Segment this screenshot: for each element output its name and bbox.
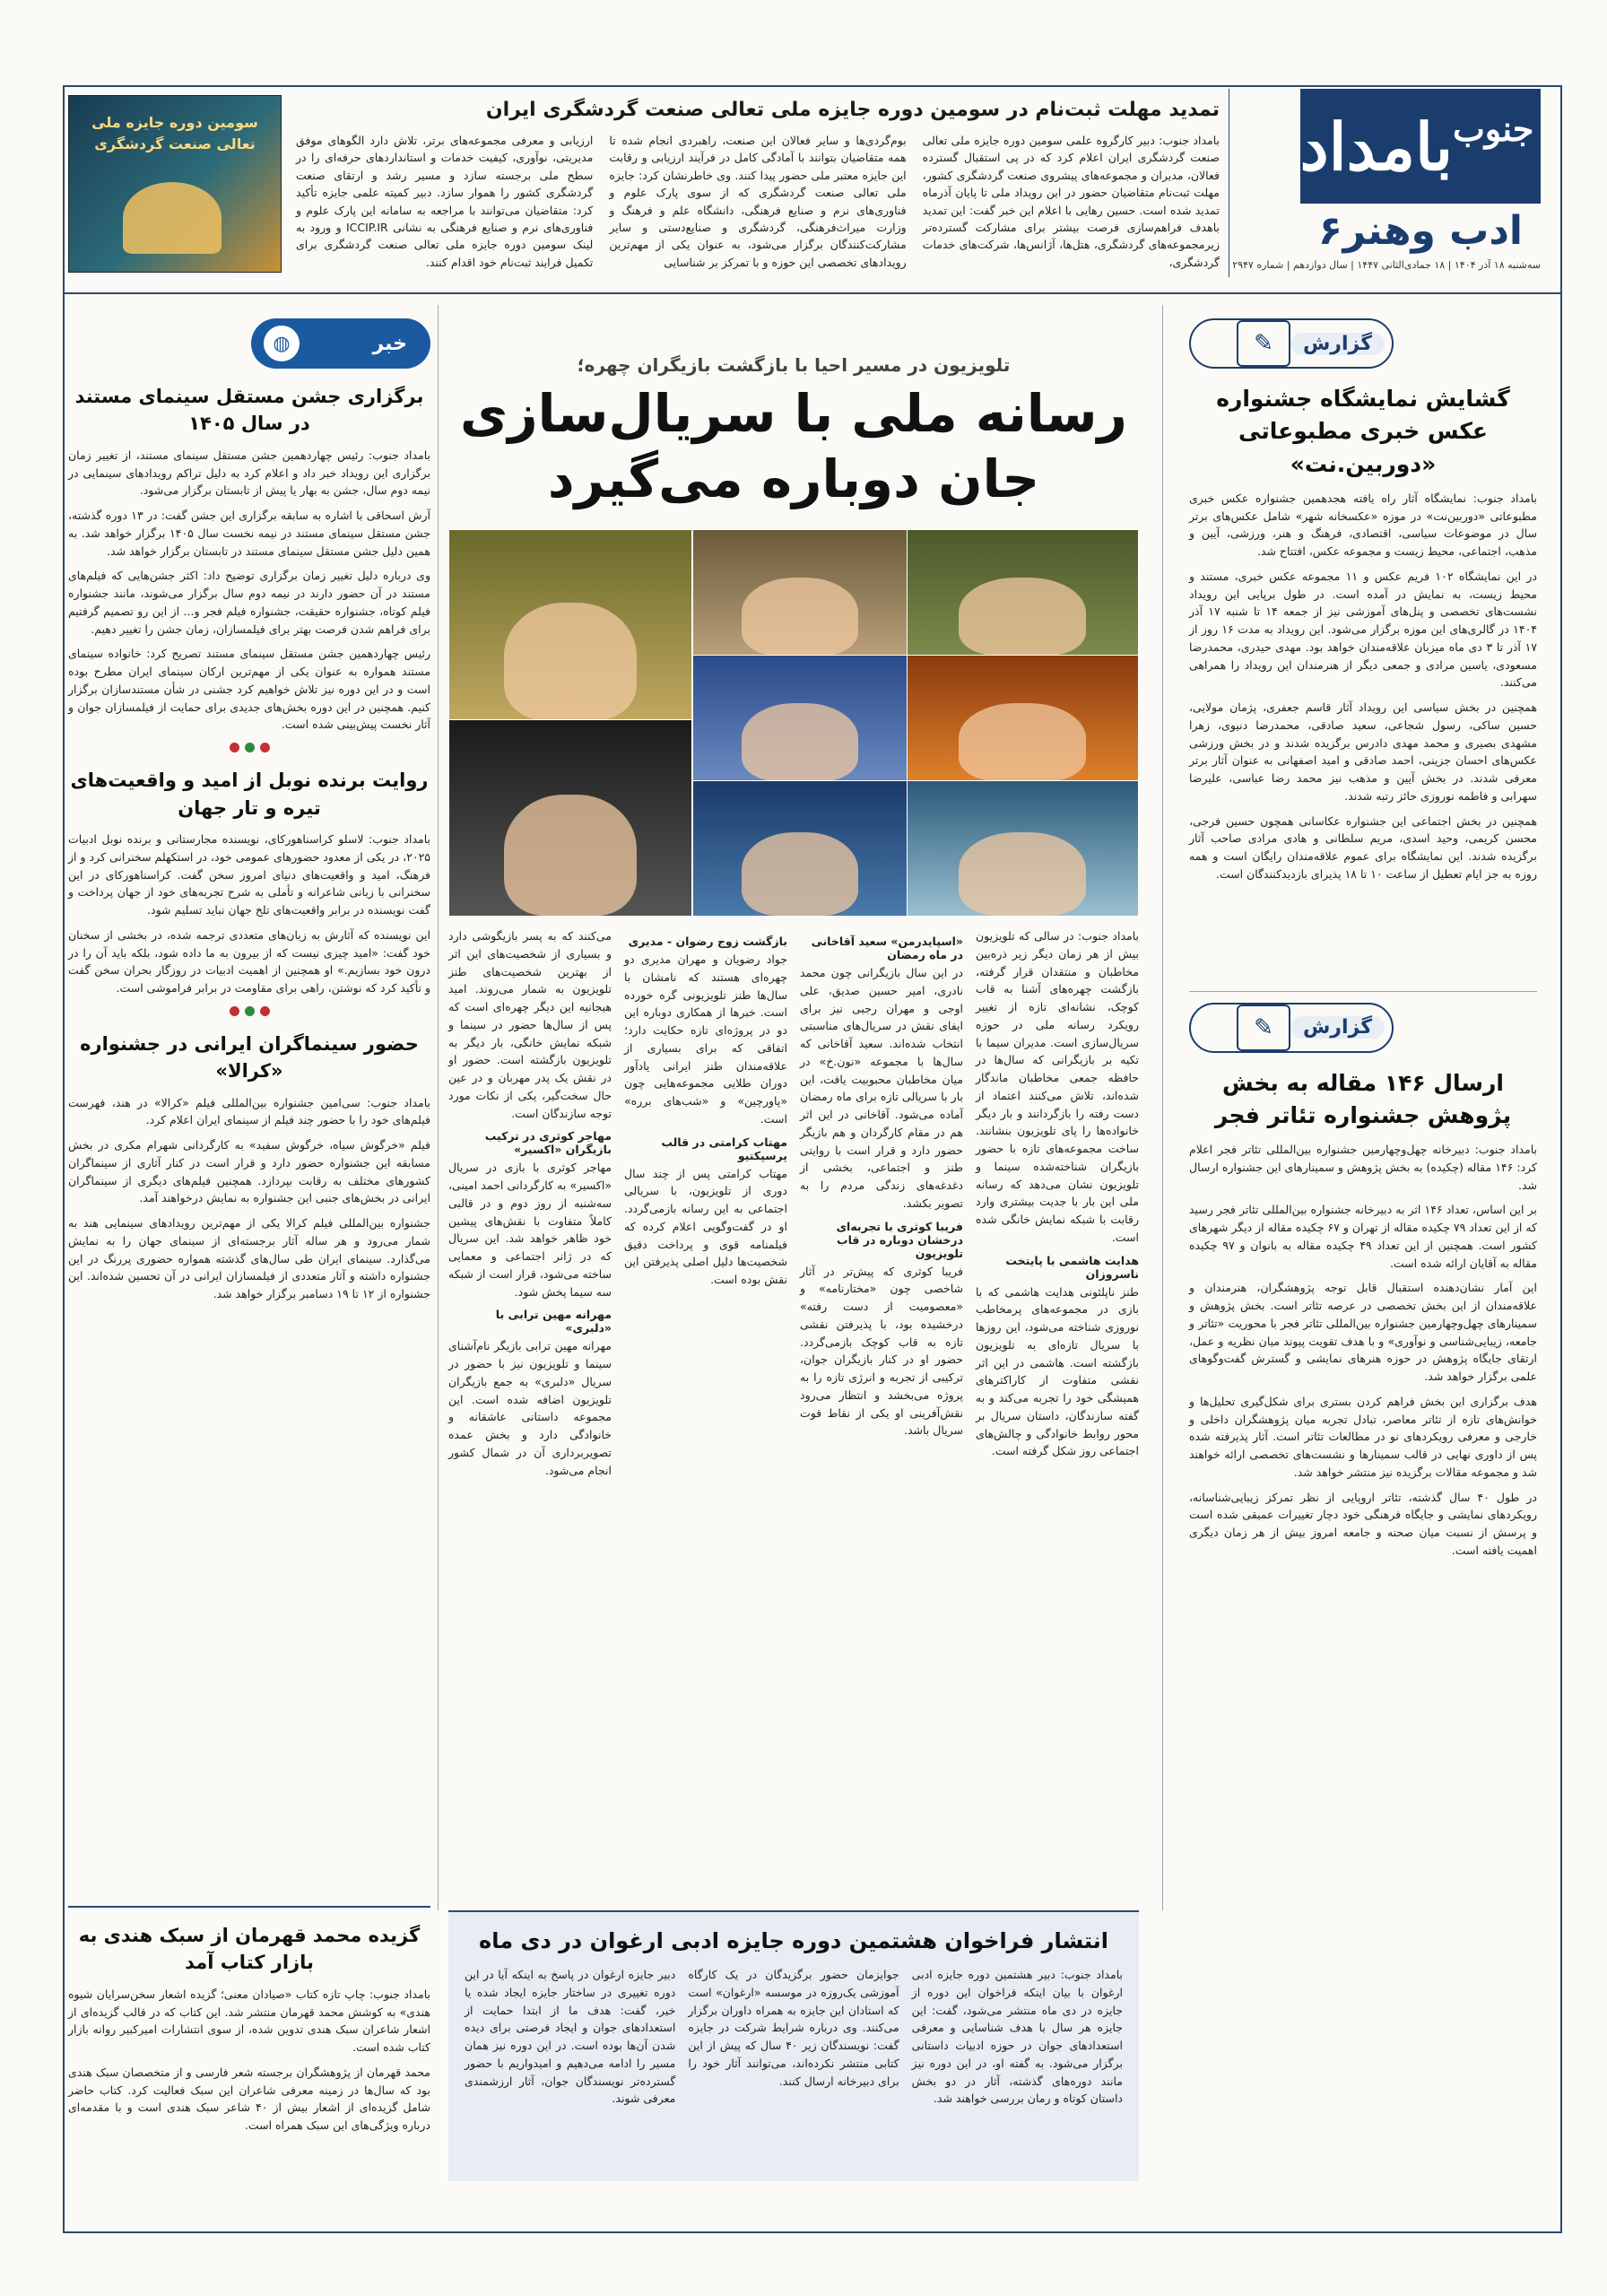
- documentary-fest-p4: رئیس چهاردهمین جشن مستقل سینمای مستند تصریح کرد: خانواده سینمای مستند همواره به عنوان یکی از مهم‌ترین ارکان سینمای ایران مطرح بوده است و در این دوره نیز تلاش خواهیم کرد جشنی در شأن مستندسازان برگزار کنیم. همچنین در این دوره بخش‌های جدیدی برای حمایت از فیلمسازان جوان و آثار نخست پیش‌بینی شده است.: [68, 647, 430, 732]
- theater-research-p1: بامداد جنوب: دبیرخانه چهل‌وچهارمین جشنواره بین‌المللی تئاتر فجر اعلام کرد: ۱۴۶ مقاله (چکیده) به بخش پژوهش و سمینارهای این جشنواره ارسال شد.: [1189, 1143, 1537, 1192]
- photo-exhibition-p2: در این نمایشگاه ۱۰۲ فریم عکس و ۱۱ مجموعه عکس خبری، مستند و محیط زیست، به نمایش در آمده است. در طول برپایی این رویداد نشست‌های تخصصی و پنل‌های آموزشی نیز از جمعه ۱۴ تا شنبه ۱۷ آذر ۱۴۰۴ در گالری‌های این موزه برگزار می‌شود. این رویداد به مدت ۱۶ روز از ۱۷ آذر تا ۳ دی ماه میزبان علاقه‌مندان خواهد بود. مهدی حیدری، محمدرضا مسعودی، یاسین مرادی و جمعی دیگر از هنرمندان این رویداد را همراهی می‌کنند.: [1189, 569, 1538, 690]
- news-badge: [251, 318, 430, 369]
- documentary-fest-p2: آرش اسحاقی با اشاره به سابقه برگزاری این جشن گفت: در ۱۳ دوره گذشته، جشن مستقل سینمای مستند در نیمه نخست سال ۱۴۰۵ برگزار خواهد شد. به همین دلیل جشن مستقل سینمای مستند در تابستان برگزار خواهد شد.: [68, 509, 430, 558]
- lead-col-3-more: مهتاب کرامتی پس از چند سال دوری از تلویزیون، با سریالی اجتماعی به این رسانه بازمی‌گردد. او در گفت‌وگویی اعلام کرده که فیلمنامه قوی و پرداخت دقیق شخصیت‌ها دلیل اصلی پذیرفتن این نقش بوده است.: [624, 1166, 787, 1286]
- report-badge-2: [1189, 1003, 1394, 1053]
- lead-col-1-text: بامداد جنوب: در سالی که تلویزیون بیش از هر زمان دیگر زیر ذره‌بین مخاطبان و منتقدان قرار گرفته، بازگشت چهره‌های آشنا به قاب کوچک، نشانه‌ای تازه از تغییر رویکرد رسانه ملی در حوزه سریال‌سازی است. مدیران سیما با تکیه بر بازیگرانی که سال‌ها در حافظه جمعی مخاطبان ماندگار شده‌اند، تلاش می‌کنند اعتماد از دست رفته را بازگردانند و بار دیگر خانواده‌ها را پای تلویزیون بنشانند. ساخت مجموعه‌های تازه با حضور بازیگران شناخته‌شده سینما و تلویزیون نشان می‌دهد که رسانه ملی این بار با جدیت بیشتری وارد رقابت با شبکه نمایش خانگی شده است.: [976, 929, 1139, 1244]
- literary-award-body: [448, 1966, 1139, 2115]
- lead-subhead: بازگشت زوج رضوان - مدیری: [628, 935, 787, 948]
- report-badge: [1189, 318, 1394, 369]
- nobel-laureate-p2: این نویسنده که آثارش به زبان‌های متعددی ترجمه شده، در بخشی از سخنان خود گفت: «امید چیزی نیست که از بیرون به ما داده شود، بلکه باید آن را در درون خود بسازیم.» او همچنین از اهمیت ادبیات در روزگار بحران سخن گفت و تأکید کرد که نوشتن، راهی برای مقاومت در برابر فراموشی است.: [68, 927, 430, 995]
- photo-exhibition-p3: همچنین در بخش سیاسی این رویداد آثار قاسم جعفری، پژمان مولایی، حسین ساکی، رسول شجاعی، سعید صادقی، محمدرضا دنیوی، زهرا مشهدی بصیری و محمد مهدی دادرس برگزیده شدند و در بخش ورزشی عکس‌های احسان جزینی، احمد صادقی و امید اصفهانی به عنوان آثار برتر معرفی شدند. در بخش آیین و مذهب نیز محمد رضا عباسی، علیرضا سهرابی و فاطمه نوروزی حائز رتبه شدند.: [1189, 700, 1537, 803]
- kerala-festival-p1: بامداد جنوب: سی‌امین جشنواره بین‌المللی فیلم «کرالا» در هند، فهرست فیلم‌های خود را با حضور چند فیلم از سینمای ایران اعلام کرد.: [68, 1095, 430, 1127]
- lead-headline-line-1[interactable]: رسانه ملی با سریال‌سازی: [460, 383, 1127, 444]
- lead-subhead: مهاجر کوثری در ترکیب بازیگران «اکسیر»: [484, 1129, 612, 1157]
- report-badge-label: گزارش: [1290, 333, 1385, 355]
- poetry-book-headline[interactable]: گزیده محمد قهرمان از سبک هندی به بازار کتاب آمد: [78, 1925, 421, 1974]
- lead-col-4-more: مهاجر کوثری با بازی در سریال «اکسیر» به کارگردانی احمد امینی، سه‌شنبه از روز دوم و در قالبی کاملاً متفاوت با نقش‌های پیشین خود ظاهر خواهد شد. این سریال که در ژانر اجتماعی و معمایی ساخته می‌شود، قرار است از شبکه سه سیما پخش شود.: [448, 1161, 612, 1299]
- notepad-pen-icon: ✎: [1237, 1004, 1290, 1051]
- lead-subhead: فریبا کوثری با تجربه‌ای درخشان دوباره در قاب تلویزیون: [836, 1219, 963, 1260]
- poetry-book-p2: محمد قهرمان از پژوهشگران برجسته شعر فارسی و از متخصصان سبک هندی بود که سال‌ها در زمینه معرفی شاعران این سبک فعالیت کرد. کتاب حاضر شامل گزیده‌ای از اشعار بیش از ۴۰ شاعر سبک هندی است و با مقدمه‌ای درباره ویژگی‌های این سبک همراه است.: [68, 2065, 431, 2133]
- newspaper-logo[interactable]: [1300, 89, 1541, 204]
- logo-text: بامداد: [1299, 108, 1454, 185]
- actor-photo: [906, 780, 1139, 917]
- report-badge-label-2: گزارش: [1290, 1016, 1385, 1039]
- column-divider-right: [1162, 305, 1163, 1910]
- actors-photo-collage: [448, 529, 1139, 915]
- kerala-festival-p2: فیلم «خرگوش سیاه، خرگوش سفید» به کارگردانی شهرام مکری در بخش مسابقه این جشنواره حضور دارد و قرار است در کنار آثاری از سینماگران کشورهای مختلف به رقابت بپردازد. همچنین فیلم‌های دیگری از سینماگران ایرانی در بخش‌های جنبی این جشنواره به نمایش درخواهند آمد.: [68, 1138, 430, 1205]
- literary-award-col-1: بامداد جنوب: دبیر هشتمین دوره جایزه ادبی ارغوان با بیان اینکه فراخوان این دوره از جایزه در دی ماه منتشر می‌شود، گفت: این جایزه هر سال با هدف شناسایی و معرفی استعدادهای جوان در حوزه ادبیات داستانی برگزار می‌شود. به گفته او، در این دوره نیز مانند دوره‌های گذشته، آثار در دو بخش داستان کوتاه و رمان بررسی خواهند شد.: [911, 1968, 1123, 2106]
- notepad-pen-icon: ✎: [1237, 320, 1290, 367]
- dateline: سه‌شنبه ۱۸ آذر ۱۴۰۴ | ۱۸ جمادی‌الثانی ۱۴۴۷ | سال دوازدهم | شماره ۲۹۴۷: [1232, 259, 1541, 271]
- poster-title: سومین دوره جایزه ملی تعالی صنعت گردشگری: [91, 114, 258, 152]
- kerala-festival-p3: جشنواره بین‌المللی فیلم کرالا یکی از مهم‌ترین رویدادهای سینمایی هند به شمار می‌رود و هر ساله آثار برجسته‌ای از سینمای جهان را به نمایش می‌گذارد. سینمای ایران طی سال‌های گذشته همواره حضوری پررنگ در این جشنواره داشته و آثار متعددی از فیلمسازان ایرانی در آن تحسین شده‌اند. این جشنواره از ۱۲ تا ۱۹ دسامبر برگزار خواهد شد.: [68, 1216, 430, 1301]
- theater-research-p5: در طول ۴۰ سال گذشته، تئاتر اروپایی از نظر تمرکز زیبایی‌شناسانه، رویکردهای نمایشی و جایگاه فرهنگی خود دچار تغییرات عمیقی شده است و پرسش از نسبت میان صحنه و جامعه امروز بیش از هر زمان دیگری اهمیت یافته است.: [1189, 1490, 1537, 1557]
- actor-photo: [448, 719, 692, 917]
- lead-col-1: [976, 927, 1139, 1486]
- top-story-col-3: ارزیابی و معرفی مجموعه‌های برتر، تلاش دارد الگوهای موفق مدیریتی، نوآوری، کیفیت خدمات و استانداردهای حرفه‌ای را در سطح ملی برجسته سازد و مسیر رشد و ارتقای صنعت گردشگری کشور را هموار سازد. دبیر کمیته علمی جایزه تأکید کرد: متقاضیان می‌توانند با مراجعه به سامانه این پارک علوم و فناوری‌های نرم و صنایع فرهنگی به نشانی ICCIP.IR و ورود به لینک سومین دوره جایزه ملی تعالی صنعت گردشگری برای تکمیل فرایند ثبت‌نام خود اقدام کنند.: [296, 134, 594, 269]
- lead-subhead: «اسپایدرمن» سعید آقاخانی در ماه رمضان: [811, 935, 963, 961]
- lead-col-2-text: در این سال بازیگرانی چون محمد نادری، امیر حسین صدیق، علی اوجی و مهران رجبی نیز برای ایفای نقش در سریال‌های مناسبتی انتخاب شده‌اند. سعید آقاخانی که سال‌ها با مجموعه «نون.خ» در میان مخاطبان محبوبیت یافت، این بار با سریالی تازه برای ماه رمضان آماده می‌شود. آقاخانی در این اثر هم در مقام کارگردان و هم بازیگر حضور دارد و قرار است با روایتی طنز و اجتماعی، بخشی از دغدغه‌های زندگی مردم را به تصویر بکشد.: [800, 966, 963, 1210]
- lead-col-3: [624, 927, 787, 1486]
- lead-kicker: تلویزیون در مسیر احیا با بازگشت بازیگران چهره؛: [577, 354, 1011, 376]
- theater-research-p4: هدف برگزاری این بخش فراهم کردن بستری برای شکل‌گیری تحلیل‌ها و خوانش‌های تازه از تئاتر معاصر، تبادل تجربه میان پژوهشگران داخلی و خارجی و معرفی رویکردهای نو در مطالعات تئاتر است. آثار پذیرفته شده پس از داوری نهایی در قالب سمینارها و نشست‌های تخصصی ارائه خواهند شد و مجموعه مقالات برگزیده نیز منتشر خواهد شد.: [1189, 1394, 1537, 1479]
- actor-photo: [906, 655, 1139, 782]
- left-column: [68, 318, 430, 1310]
- separator-dots: [68, 1006, 430, 1016]
- photo-exhibition-p1: بامداد جنوب: نمایشگاه آثار راه یافته هجدهمین جشنواره عکس خبری مطبوعاتی «دوربین‌نت» در موزه «عکسخانه شهر» شامل عکس‌های برتر سال در موضوعات سیاسی، اقتصادی، فرهنگ و هنر، ورزشی، آیین و مذهب، اجتماعی، محیط زیست و مجموعه عکس، افتتاح شد.: [1189, 491, 1537, 558]
- poetry-book-story: [68, 1915, 430, 2142]
- literary-award-col-3: دبیر جایزه ارغوان در پاسخ به اینکه آیا در این دوره تغییری در ساختار جایزه ایجاد شده یا خیر، گفت: هدف ما از ابتدا حمایت از استعدادهای جوان و ایجاد فرصتی برای دیده شدن آن‌ها بوده است. در این دوره نیز همان مسیر را ادامه می‌دهیم و امیدواریم با حضور گسترده‌تر نویسندگان جوان، آثار ارزشمندی معرفی شوند.: [465, 1968, 676, 2106]
- literary-award-col-2: جوایزمان حضور برگزیدگان در یک کارگاه آموزشی یک‌روزه در موسسه «ارغوان» است که استادان این جایزه به همراه داوران برگزار می‌کنند. وی درباره شرایط شرکت در جایزه گفت: نویسندگان زیر ۴۰ سال که پیش از این کتابی منتشر نکرده‌اند، می‌توانند آثار خود را برای دبیرخانه ارسال کنند.: [688, 1968, 899, 2088]
- literary-award-box: [448, 1910, 1139, 2181]
- page-number: ۶: [1318, 207, 1342, 254]
- lead-col-1-more: طنز ناپلئونی هدایت هاشمی که با بازی در مجموعه‌های پرمخاطب نوروزی شناخته می‌شود، این روزها با سریال تازه‌ای به تلویزیون بازگشته است. هاشمی در این اثر نقشی متفاوت از کاراکترهای همیشگی خود را تجربه می‌کند و به گفته سازندگان، داستان سریال بر محور روابط خانوادگی و چالش‌های اجتماعی روز شکل گرفته است.: [976, 1284, 1139, 1458]
- actor-photo: [906, 529, 1139, 657]
- separator-dots: [68, 743, 430, 752]
- nobel-laureate-headline[interactable]: روایت برنده نوبل از امید و واقعیت‌های تیره و تار جهان: [70, 770, 429, 819]
- lead-col-2: [800, 927, 963, 1486]
- lead-subhead: هدایت هاشمی با پایتخت ناسروزان: [1005, 1253, 1139, 1281]
- actress-photo: [448, 529, 692, 721]
- literary-award-headline[interactable]: انتشار فراخوان هشتمین دوره جایزه ادبی ارغوان در دی ماه: [479, 1928, 1108, 1953]
- lead-subhead: مهتاب کرامتی در قالب پرسپکتیو: [661, 1135, 787, 1162]
- lead-col-4: [448, 927, 612, 1486]
- photo-exhibition-headline[interactable]: گشایش نمایشگاه جشنواره عکس خبری مطبوعاتی «دوربین.نت»: [1216, 386, 1510, 477]
- lead-col-3-text: جواد رضویان و مهران مدیری دو چهره‌ای هستند که نامشان با سال‌ها طنز تلویزیونی گره خورده است. خبرها از همکاری دوباره این دو در پروژه‌ای تازه حکایت دارد؛ اتفاقی که برای بسیاری از علاقه‌مندان طنز ایرانی یادآور دوران طلایی مجموعه‌هایی چون «پاورچین» و «شب‌های برره» است.: [624, 952, 787, 1126]
- lead-col-4-text: می‌کنند که به پسر بازیگوشی دارد و بسیاری از شخصیت‌های این اثر از بهترین شخصیت‌های طنز تلویزیون به شمار می‌روند. امید هیجانیه این دیگر چهره‌ای است که پس از سال‌ها حضور در سینما و شبکه نمایش خانگی، بار دیگر به تلویزیون بازگشته است. حضور او در نقش یک پدر مهربان و در عین حال سخت‌گیر، یکی از نکات مورد توجه سازندگان است.: [448, 929, 612, 1120]
- masthead: [1232, 89, 1541, 281]
- right-column: [1189, 318, 1537, 1567]
- documentary-fest-p3: وی درباره دلیل تغییر زمان برگزاری توضیح داد: اکثر جشن‌هایی که فیلم‌های مستند در آن حضور دارند در نیمه دوم سال برگزار می‌شوند، مانند جشنواره فیلم کوتاه، جشنواره حقیقت، جشنواره فیلم فجر و... از این رو تصمیم گرفتیم برای فراهم شدن فرصت بهتر برای فیلمسازان، زمان جشن را تغییر دهیم.: [68, 569, 430, 636]
- section-title: [1300, 204, 1541, 257]
- documentary-fest-headline[interactable]: برگزاری جشن مستقل سینمای مستند در سال ۱۴۰۵: [74, 386, 424, 435]
- column-divider-left: [438, 305, 439, 1910]
- news-badge-label: خبر: [372, 332, 407, 355]
- theater-research-headline[interactable]: ارسال ۱۴۶ مقاله به بخش پژوهش جشنواره تئاتر فجر: [1214, 1069, 1512, 1128]
- section-name: ادب وهنر: [1342, 207, 1523, 254]
- lead-headline-line-2[interactable]: جان دوباره می‌گیرد: [547, 448, 1040, 509]
- theater-research-p3: این آمار نشان‌دهنده استقبال قابل توجه پژوهشگران، هنرمندان و علاقه‌مندان از این بخش تخصصی در عرصه تئاتر است. بخش پژوهش و سمینارهای چهل‌وچهارمین جشنواره بین‌المللی تئاتر فجر با محوریت «تئاتر و جامعه، زیبایی‌شناسی و نوآوری» و با هدف تقویت پیوند میان نظریه و عمل، ارتقای جایگاه پژوهش در حوزه هنرهای نمایشی و گسترش گفت‌وگوهای علمی برگزار خواهد شد.: [1189, 1281, 1537, 1383]
- header-rule: [65, 292, 1560, 294]
- middle-column: [448, 318, 1139, 1486]
- kerala-festival-headline[interactable]: حضور سینماگران ایرانی در جشنواره «کرالا»: [80, 1032, 419, 1083]
- top-story-headline[interactable]: تمدید مهلت ثبت‌نام در سومین دوره جایزه ملی تعالی صنعت گردشگری ایران: [485, 99, 1220, 121]
- section-divider: [1189, 991, 1537, 992]
- top-story: [296, 99, 1220, 278]
- actor-photo: [692, 780, 908, 917]
- nobel-laureate-p1: بامداد جنوب: لاسلو کراسناهورکای، نویسنده مجارستانی و برنده نوبل ادبیات ۲۰۲۵، در یکی از معدود حضورهای عمومی خود، در استکهلم سخنرانی کرد و از فرهنگ، امید و واقعیت‌های دنیای امروز سخن گفت. کراسناهورکای در این سخنرانی با زبانی شاعرانه و تأملی به شرح تجربه‌های خود از جهان پرداخت و گفت نویسنده در برابر واقعیت‌های تلخ جهان نباید تسلیم شود.: [68, 832, 430, 917]
- lead-col-4-more-2: مهرانه مهین ترابی بازیگر نام‌آشنای سینما و تلویزیون نیز با حضور در سریال «دلبری» به جمع بازیگران تلویزیون اضافه شده است. این مجموعه داستانی عاشقانه و خانوادگی دارد و بخش عمده تصویربرداری آن در شمال کشور انجام می‌شود.: [448, 1339, 612, 1477]
- lead-subhead: مهرانه مهین ترابی با «دلبری»: [495, 1308, 612, 1335]
- actor-photo: [692, 655, 908, 782]
- lead-story-body: [448, 927, 1139, 1486]
- logo-suffix: جنوب: [1453, 108, 1534, 149]
- documentary-fest-p1: بامداد جنوب: رئیس چهاردهمین جشن مستقل سینمای مستند، از تغییر زمان برگزاری این رویداد خبر داد و اعلام کرد به دلیل تراکم رویدادهای سینمایی در نیمه دوم سال، جشن به بهار یا پیش از تابستان برگزار می‌شود.: [68, 448, 430, 498]
- bottom-left-rule: [68, 1906, 430, 1908]
- poster-emblem-icon: [123, 182, 222, 254]
- poetry-book-p1: بامداد جنوب: چاپ تازه کتاب «صیادان معنی؛ گزیده اشعار سخن‌سرایان شیوه هندی» به کوشش محمد قهرمان منتشر شد. این کتاب که در قالب گزیده‌ای از اشعار شاعران سبک هندی تدوین شده، از سوی انتشارات امیرکبیر روانه بازار کتاب شده است.: [68, 1987, 430, 2055]
- top-story-col-1: بامداد جنوب: دبیر کارگروه علمی سومین دوره جایزه ملی تعالی صنعت گردشگری ایران اعلام کرد که در پی استقبال گسترده فعالان، مدیران و مجموعه‌های پیشروی صنعت گردشگری کشور، مهلت ثبت‌نام متقاضیان حضور در این رویداد ملی تا پایان آذرماه تمدید شده است. حسین رهایی با اعلام این خبر گفت: این تمدید باهدف فراهم‌سازی فرصت بیشتر برای مشارکت گسترده‌تر زیرمجموعه‌های گردشگری، هتل‌ها، آژانس‌ها، شرکت‌های خدمات گردشگری،: [922, 134, 1220, 269]
- lead-col-2-more: فریبا کوثری که پیش‌تر در آثار شاخصی چون «مختارنامه» و «معصومیت از دست رفته» درخشیده بود، با پذیرفتن نقشی تازه به قاب کوچک بازمی‌گردد. حضور او در کنار بازیگران جوان، ترکیبی از تجربه و انرژی تازه را به پروژه می‌بخشد و انتظار می‌رود نقش‌آفرینی او یکی از نقاط قوت سریال باشد.: [800, 1264, 963, 1438]
- theater-research-p2: بر این اساس، تعداد ۱۴۶ اثر به دبیرخانه جشنواره بین‌المللی تئاتر فجر رسید که از این تعداد ۷۹ چکیده مقاله از تهران و ۶۷ چکیده مقاله از دیگر شهرهای کشور است. همچنین از این تعداد ۴۹ چکیده مقاله به بانوان و ۹۷ چکیده مقاله به آقایان ارائه شده است.: [1189, 1203, 1538, 1270]
- globe-icon: ◍: [264, 326, 300, 361]
- photo-exhibition-p4: همچنین در بخش اجتماعی این جشنواره عکاسانی همچون حسین فرجی، محسن کریمی، وحید اسدی، مریم سلطانی و هادی مرادی صاحب آثار برگزیده شدند. این نمایشگاه برای عموم علاقه‌مندان رایگان است و همه روزه به جز ایام تعطیل از ساعت ۱۰ تا ۱۸ پذیرای بازدیدکنندگان است.: [1189, 813, 1537, 881]
- top-story-body: [296, 132, 1220, 271]
- award-poster-image: [68, 95, 282, 273]
- actor-photo: [692, 529, 908, 657]
- top-story-col-2: بوم‌گردی‌ها و سایر فعالان این صنعت، راهبردی انجام شده تا همه متقاضیان بتوانند با آمادگی کامل در فرآیند ارزیابی و رقابت این جایزه معتبر ملی حضور پیدا کنند. وی خاطرنشان کرد: جایزه ملی تعالی صنعت گردشگری که از سوی پارک علوم و فناوری‌های نرم و صنایع فرهنگی، دانشگاه علم و فرهنگ و وزارت میراث‌فرهنگی، گردشگری و صنایع‌دستی و سایر مشارکت‌کنندگان برگزار می‌شود، به عنوان یکی از مهم‌ترین رویدادهای تخصصی این حوزه و با تمرکز بر شناسایی: [609, 134, 907, 269]
